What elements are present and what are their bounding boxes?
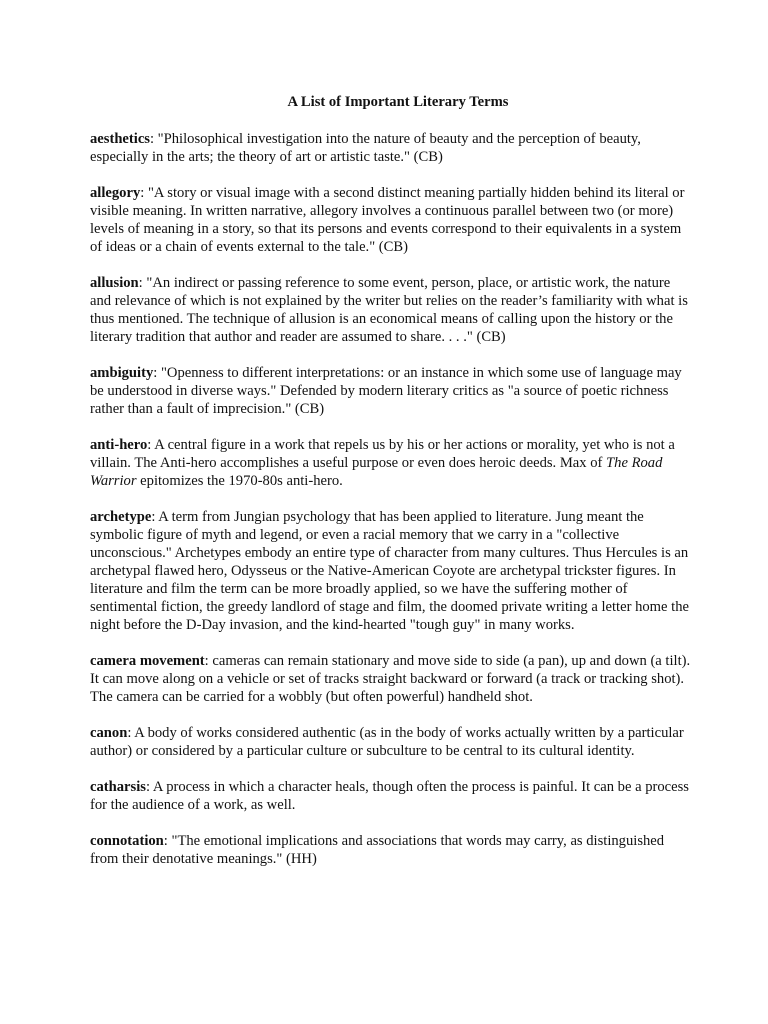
glossary-entry-allusion <box>90 274 692 346</box>
glossary-entry-aesthetics <box>90 130 692 166</box>
glossary-entry-catharsis <box>90 778 692 814</box>
term-definition: : "The emotional implications and associations that words may carry, as distinguished from their denotative meanings." (HH) <box>90 833 665 867</box>
glossary-entry-ambiguity <box>90 364 692 418</box>
term-label: aesthetics <box>90 131 150 147</box>
term-definition: : A process in which a character heals, though often the process is painful. It can be a process for the audience of a work, as well. <box>90 779 689 813</box>
term-definition: : "A story or visual image with a second distinct meaning partially hidden behind its literal or visible meaning. In written narrative, allegory involves a continuous parallel between two (or more) levels of meaning in a story, so that its persons and events correspond to their equivalents in a system of ideas or a chain of events external to the tale." (CB) <box>90 185 685 255</box>
term-label: camera movement <box>90 653 205 669</box>
glossary-entry-canon <box>90 724 692 760</box>
term-definition-start: : A central figure in a work that repels us by his or her actions or morality, yet who is not a villain. The Anti-hero accomplishes a useful purpose or even does heroic deeds. Max of <box>90 437 675 471</box>
term-definition: : A body of works considered authentic (as in the body of works actually written by a particular author) or considered by a particular culture or subculture to be central to its cultural identity. <box>90 725 684 759</box>
term-label: connotation <box>90 833 164 849</box>
document-title: A List of Important Literary Terms <box>287 94 509 110</box>
glossary-entry-connotation <box>90 832 692 868</box>
work-title: The Road Warrior <box>90 455 663 489</box>
term-label: allegory <box>90 185 141 201</box>
term-definition: : cameras can remain stationary and move side to side (a pan), up and down (a tilt). It can move along on a vehicle or set of tracks straight backward or forward (a track or tracking shot). The camera can be carried for a wobbly (but often powerful) handheld shot. <box>90 653 691 705</box>
term-definition: : A term from Jungian psychology that has been applied to literature. Jung meant the symbolic figure of myth and legend, or even a racial memory that we carry in a "collective unconscious." Archetypes embody an entire type of character from many cultures. Thus Hercules is an archetypal flawed hero, Odysseus or the Native-American Coyote are archetypal trickster figures. In literature and film the term can be more broadly applied, so we have the suffering mother of sentimental fiction, the greedy landlord of stage and film, the doomed private writing a letter home the night before the D-Day invasion, and the kind-hearted "tough guy" in many works. <box>90 509 689 633</box>
term-definition: : "An indirect or passing reference to some event, person, place, or artistic work, the nature and relevance of which is not explained by the writer but relies on the reader’s familiarity with what is thus mentioned. The technique of allusion is an economical means of calling upon the history or the literary tradition that author and reader are assumed to share. . . ." (CB) <box>90 275 688 345</box>
term-definition: : "Philosophical investigation into the nature of beauty and the perception of beauty, especially in the arts; the theory of art or artistic taste." (CB) <box>90 131 641 165</box>
term-definition: : "Openness to different interpretations: or an instance in which some use of language may be understood in diverse ways." Defended by modern literary critics as "a source of poetic richness rather than a fault of imprecision." (CB) <box>90 365 682 417</box>
term-definition-end: epitomizes the 1970-80s anti-hero. <box>136 473 343 489</box>
term-label: anti-hero <box>90 437 148 453</box>
glossary-entry-anti-hero <box>90 436 692 490</box>
term-label: archetype <box>90 509 152 525</box>
term-label: ambiguity <box>90 365 154 381</box>
glossary-entry-camera-movement <box>90 652 692 706</box>
term-label: catharsis <box>90 779 146 795</box>
term-label: allusion <box>90 275 139 291</box>
glossary-entry-allegory <box>90 184 692 256</box>
term-label: canon <box>90 725 128 741</box>
glossary-entry-archetype <box>90 508 692 634</box>
